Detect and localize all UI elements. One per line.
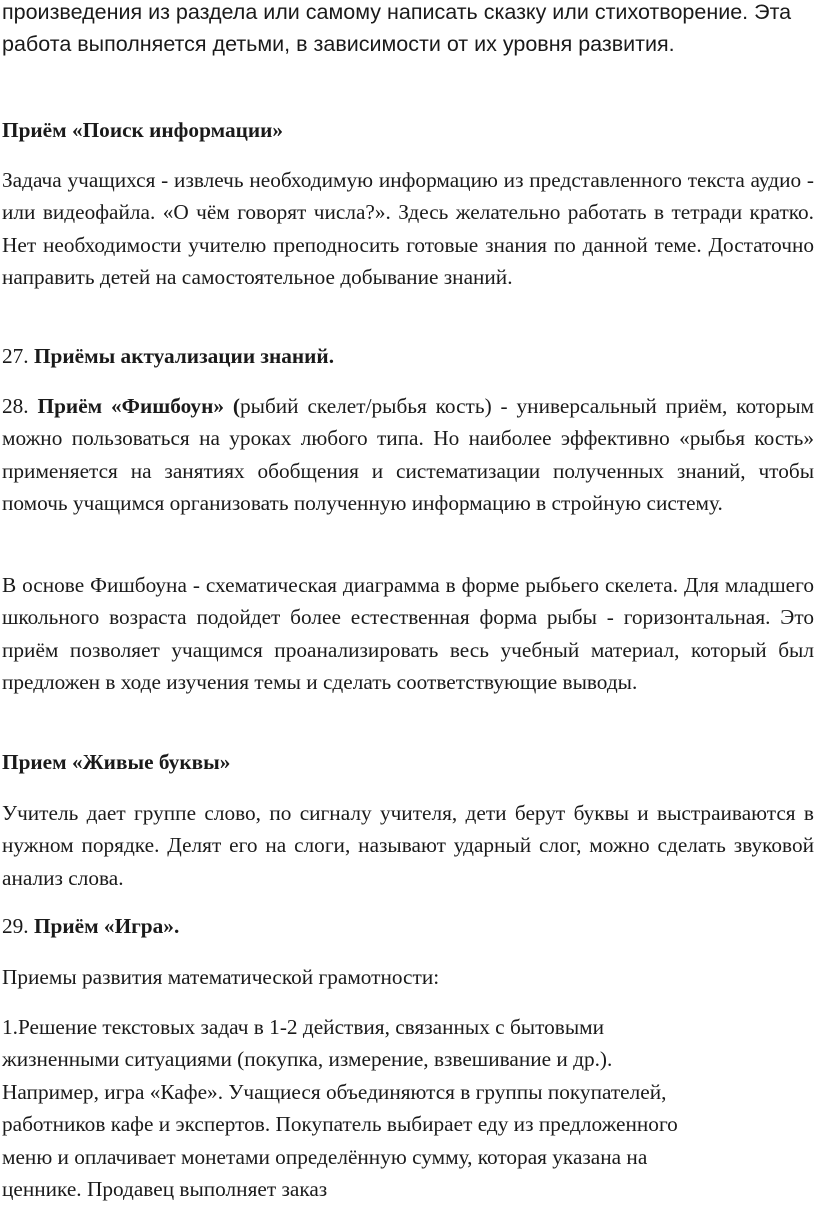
- item-27: [2, 340, 814, 372]
- intro-continuation-paragraph: произведения из раздела или самому написать сказку или стихотворение. Эта работа выполняется детьми, в зависимости от их уровня развития.: [2, 0, 792, 56]
- item-28-number: 28.: [2, 394, 29, 418]
- math-item-1-line: Например, игра «Кафе». Учащиеся объединяются в группы покупателей,: [2, 1079, 667, 1104]
- item-29-title: Приём «Игра».: [33, 914, 180, 938]
- math-item-1-line: меню и оплачивает монетами определённую сумму, которая указана на: [2, 1144, 648, 1169]
- heading-search-technique: Приём «Поиск информации»: [2, 118, 284, 142]
- math-item-1-paragraph: [2, 1011, 792, 1205]
- math-item-1-line: работников кафе и экспертов. Покупатель выбирает еду из предложенного: [2, 1112, 678, 1137]
- math-item-1-line: ценнике. Продавец выполняет заказ: [2, 1177, 328, 1202]
- item-27-title: Приёмы актуализации знаний.: [33, 344, 335, 368]
- item-28: [2, 390, 814, 520]
- heading-living-letters: Прием «Живые буквы»: [2, 750, 231, 774]
- search-technique-paragraph: Задача учащихся - извлечь необходимую информацию из представленного текста аудио - или видеофайла. «О чём говорят числа?». Здесь желательно работать в тетради кратко. Нет необходимости учителю преподносить готовые знания по данной теме. Достаточно направить детей на самостоятельное добывание знаний.: [2, 168, 814, 290]
- math-item-1-line: 1.Решение текстовых задач в 1-2 действия, связанных с бытовыми: [2, 1015, 605, 1039]
- item-29: [2, 910, 814, 942]
- living-letters-paragraph: Учитель дает группе слово, по сигналу учителя, дети берут буквы и выстраиваются в нужном порядке. Делят его на слоги, называют ударный слог, можно сделать звуковой анализ слова.: [2, 801, 814, 890]
- item-28-title: Приём «Фишбоун» (: [37, 394, 240, 418]
- math-literacy-intro: Приемы развития математической грамотности:: [2, 965, 440, 989]
- item-29-number: 29.: [2, 914, 29, 938]
- fishbone-description-paragraph: В основе Фишбоуна - схематическая диаграмма в форме рыбьего скелета. Для младшего школьного возраста подойдет более естественная форма рыбы - горизонтальная. Это приём позволяет учащимся проанализировать весь учебный материал, который был предложен в ходе изучения темы и сделать соответствующие выводы.: [2, 573, 814, 695]
- item-28-body: рыбий скелет/рыбья кость) - универсальный приём, которым можно пользоваться на уроках любого типа. Но наиболее эффективно «рыбья кость» применяется на занятиях обобщения и систематизации полученных знаний, чтобы помочь учащимся организовать полученную информацию в стройную систему.: [2, 394, 815, 516]
- item-27-number: 27.: [2, 344, 29, 368]
- math-item-1-line: жизненными ситуациями (покупка, измерение, взвешивание и др.).: [2, 1047, 613, 1072]
